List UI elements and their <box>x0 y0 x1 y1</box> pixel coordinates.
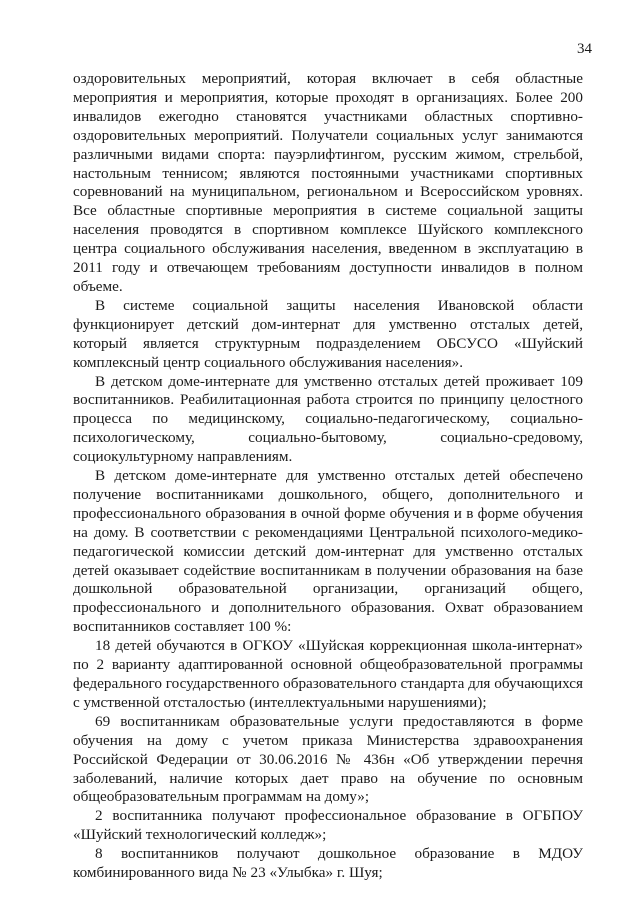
paragraph-rehabilitation: В детском доме-интернате для умственно отсталых детей проживает 109 воспитанников. Реабилитационная работа строится по принципу целостного процесса по медицинскому, социально-педагогическому, социально-психологическому, социально-бытовому, социально-средовому, социокультурному направлениям. <box>73 372 583 466</box>
paragraph-preschool: 8 воспитанников получают дошкольное образование в МДОУ комбинированного вида № 23 «Улыбка» г. Шуя; <box>73 845 583 882</box>
paragraph-home-schooling: 69 воспитанникам образовательные услуги предоставляются в форме обучения на дому с учетом приказа Министерства здравоохранения Российской Федерации от 30.06.2016 № 436н «Об утверждении перечня заболеваний, наличие которых дает право на обучение по основным общеобразовательным программам на дому»; <box>73 712 583 806</box>
paragraph-college: 2 воспитанника получают профессиональное образование в ОГБПОУ «Шуйский технологический колледж»; <box>73 807 583 844</box>
paragraph-sport-events: оздоровительных мероприятий, которая включает в себя областные мероприятия и мероприятия, которые проходят в организациях. Более 200 инвалидов ежегодно становятся участниками областных спортивно-оздоровительных мероприятий. Получатели социальных услуг занимаются различными видами спорта: пауэрлифтингом, русским жимом, стрельбой, настольным теннисом; являются постоянными участниками спортивных соревнований на муниципальном, региональном и Всероссийском уровнях. Все областные спортивные мероприятия в системе социальной защиты населения проводятся в спортивном комплексе Шуйского комплексного центра социального обслуживания населения, введенном в эксплуатацию в 2011 году и отвечающем требованиям доступности инвалидов в полном объеме. <box>73 70 583 295</box>
paragraph-education: В детском доме-интернате для умственно отсталых детей обеспечено получение воспитанниками дошкольного, общего, дополнительного и профессионального образования в очной форме обучения и в форме обучения на дому. В соответствии с рекомендациями Центральной психолого-медико-педагогической комиссии детский дом-интернат для умственно отсталых детей оказывает содействие воспитанникам в получении образования на базе дошкольной образовательной организации, организаций общего, профессионального и дополнительного образования. Охват образованием воспитанников составляет 100 %: <box>73 467 583 636</box>
paragraph-boarding-school: 18 детей обучаются в ОГКОУ «Шуйская коррекционная школа-интернат» по 2 варианту адаптированной основной общеобразовательной программы федерального государственного образовательного стандарта для обучающихся с умственной отсталостью (интеллектуальными нарушениями); <box>73 637 583 711</box>
page-number: 34 <box>577 41 592 57</box>
body-text <box>73 70 583 883</box>
paragraph-children-home: В системе социальной защиты населения Ивановской области функционирует детский дом-интернат для умственно отсталых детей, который является структурным подразделением ОБСУСО «Шуйский комплексный центр социального обслуживания населения». <box>73 296 583 371</box>
